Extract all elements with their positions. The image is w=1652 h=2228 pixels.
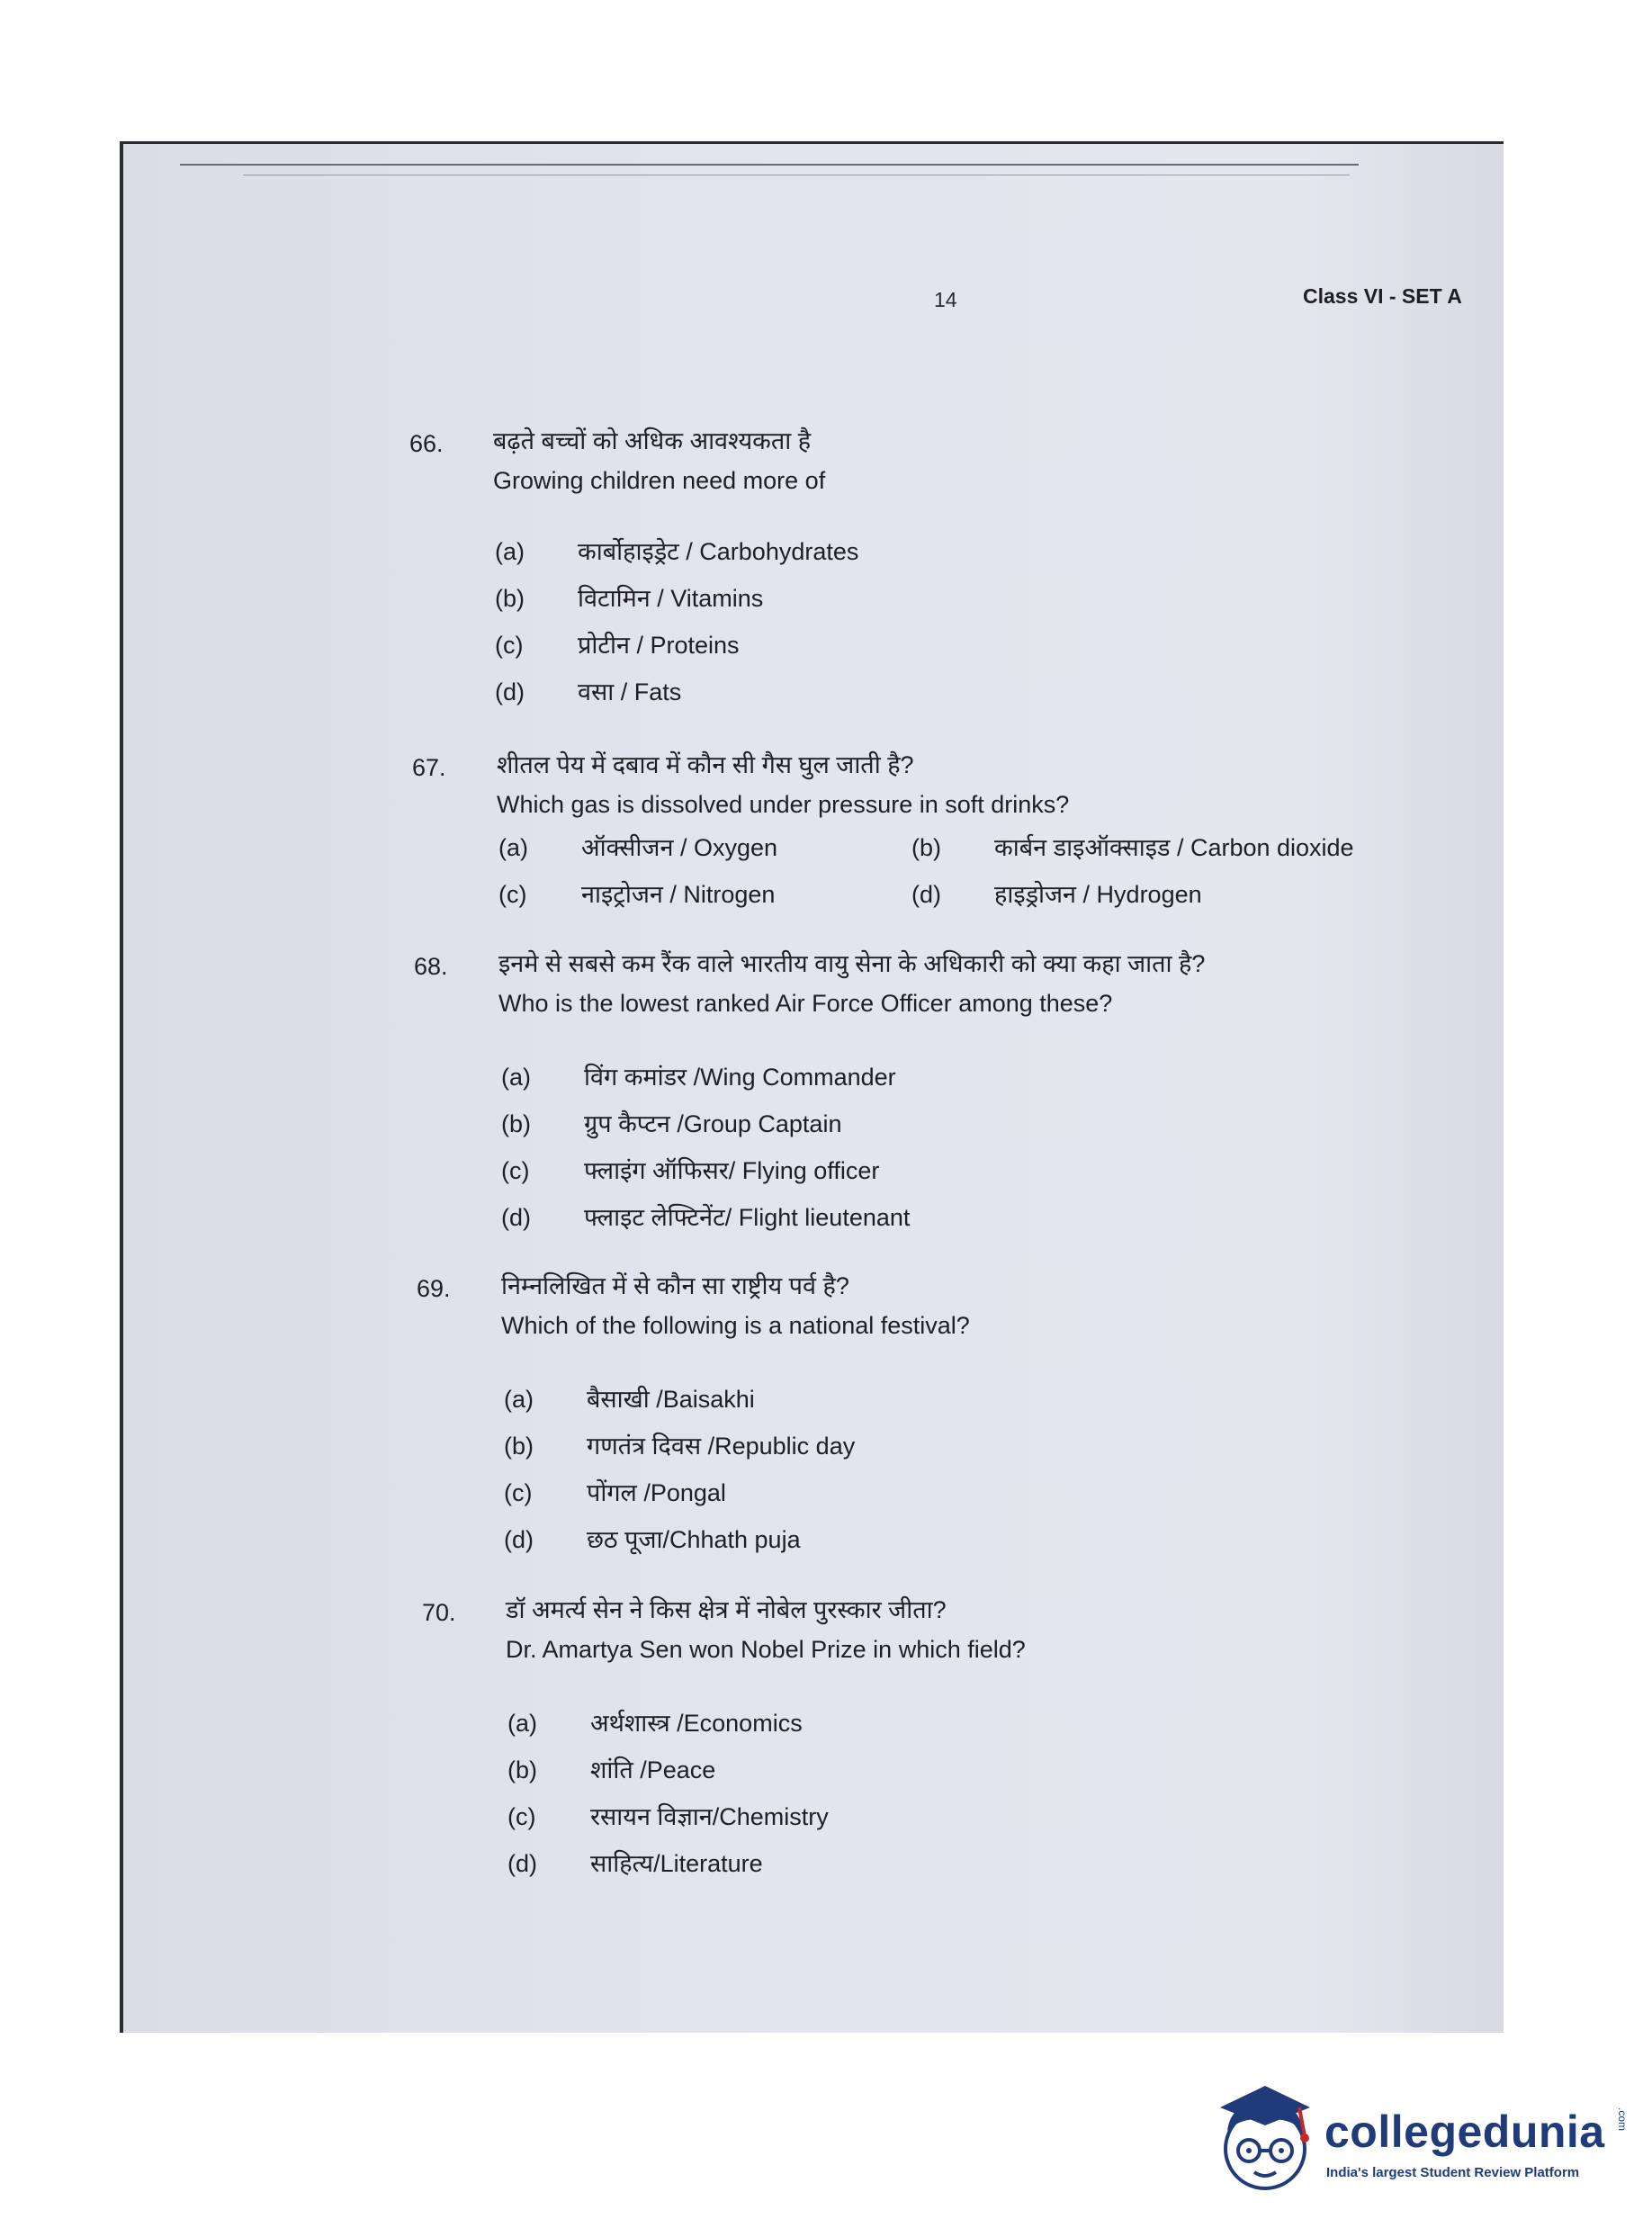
question-70-option-b (507, 1752, 715, 1785)
option-text: फ्लाइट लेफ्टिनेंट/ Flight lieutenant (584, 1204, 911, 1231)
question-69-option-b (504, 1428, 855, 1461)
option-text: पोंगल /Pongal (587, 1479, 726, 1506)
question-68-hindi: इनमे से सबसे कम रैंक वाले भारतीय वायु सेना के अधिकारी को क्या कहा जाता है? (498, 950, 1206, 977)
option-text: छठ पूजा/Chhath puja (587, 1526, 801, 1553)
option-text: गणतंत्र दिवस /Republic day (587, 1433, 856, 1460)
question-69-text (501, 1266, 970, 1345)
option-text: ग्रुप कैप्टन /Group Captain (584, 1110, 842, 1137)
question-69-option-c (504, 1475, 726, 1508)
question-67-text (497, 745, 1069, 824)
question-70-hindi: डॉ अमर्त्य सेन ने किस क्षेत्र में नोबेल पुरस्कार जीता? (506, 1596, 947, 1623)
question-69-hindi: निम्नलिखित में से कौन सा राष्ट्रीय पर्व है? (501, 1272, 849, 1299)
question-69-number: 69. (417, 1275, 451, 1302)
question-66-english: Growing children need more of (493, 467, 826, 494)
question-66-option-c (495, 627, 740, 660)
question-68-option-a (501, 1059, 896, 1092)
question-70-option-c (507, 1799, 829, 1832)
question-69-option-d (504, 1522, 801, 1555)
option-label: (b) (911, 834, 941, 861)
question-70-option-d (507, 1846, 763, 1879)
option-label: (a) (501, 1064, 531, 1091)
option-text: प्रोटीन / Proteins (578, 632, 740, 659)
option-label: (c) (498, 881, 527, 908)
question-68-option-c (501, 1153, 879, 1186)
question-66-hindi: बढ़ते बच्चों को अधिक आवश्यकता है (493, 427, 812, 454)
question-67-option-d (911, 876, 1202, 910)
question-67-option-a (498, 830, 777, 863)
option-label: (d) (911, 881, 941, 908)
logo-tagline: India's largest Student Review Platform (1326, 2165, 1580, 2180)
option-label: (a) (495, 538, 525, 565)
option-label: (c) (501, 1157, 530, 1184)
question-66-number: 66. (409, 430, 444, 457)
option-text: बैसाखी /Baisakhi (587, 1386, 755, 1413)
question-70-number: 70. (422, 1599, 456, 1626)
question-69-option-a (504, 1381, 755, 1415)
option-label: (c) (507, 1803, 536, 1830)
question-69-english: Which of the following is a national festival? (501, 1312, 970, 1339)
option-text: विंग कमांडर /Wing Commander (584, 1064, 896, 1091)
collegedunia-watermark (1213, 2080, 1627, 2206)
question-67-option-c (498, 876, 775, 910)
option-label: (b) (501, 1110, 531, 1137)
question-67-number: 67. (412, 754, 446, 781)
question-68-english: Who is the lowest ranked Air Force Officer among these? (498, 990, 1113, 1017)
question-67-option-b (911, 830, 1354, 863)
question-67-hindi: शीतल पेय में दबाव में कौन सी गैस घुल जाती है? (497, 751, 914, 778)
question-68-option-d (501, 1199, 910, 1233)
option-text: फ्लाइंग ऑफिसर/ Flying officer (584, 1157, 880, 1184)
option-label: (d) (501, 1204, 531, 1231)
option-text: हाइड्रोजन / Hydrogen (994, 881, 1202, 908)
question-70-english: Dr. Amartya Sen won Nobel Prize in which field? (506, 1636, 1026, 1663)
question-66-option-a (495, 534, 858, 567)
option-text: ऑक्सीजन / Oxygen (581, 834, 777, 861)
question-70-option-a (507, 1705, 803, 1738)
mascot-logo-icon (1213, 2080, 1319, 2197)
option-text: रसायन विज्ञान/Chemistry (590, 1803, 829, 1830)
question-67-english: Which gas is dissolved under pressure in soft drinks? (497, 791, 1070, 818)
logo-tld: .com (1616, 2107, 1629, 2132)
option-text: वसा / Fats (578, 678, 682, 705)
question-66-text (493, 421, 825, 500)
option-text: शांति /Peace (590, 1756, 716, 1783)
option-text: नाइट्रोजन / Nitrogen (581, 881, 776, 908)
option-text: विटामिन / Vitamins (578, 585, 764, 612)
question-68-option-b (501, 1106, 841, 1139)
question-68-text (498, 944, 1205, 1023)
question-66-option-b (495, 580, 763, 614)
option-label: (a) (507, 1710, 537, 1737)
question-68-number: 68. (414, 953, 448, 980)
option-label: (d) (504, 1526, 534, 1553)
option-label: (b) (504, 1433, 534, 1460)
option-label: (a) (498, 834, 528, 861)
question-70-text (506, 1590, 1026, 1669)
option-label: (b) (495, 585, 525, 612)
question-66-option-d (495, 674, 681, 707)
option-text: कार्बन डाइऑक्साइड / Carbon dioxide (994, 834, 1354, 861)
option-label: (c) (495, 632, 524, 659)
set-label: Class VI - SET A (1303, 284, 1462, 308)
option-text: साहित्य/Literature (590, 1850, 763, 1877)
option-label: (d) (507, 1850, 537, 1877)
option-label: (b) (507, 1756, 537, 1783)
page-number: 14 (934, 288, 957, 311)
option-label: (a) (504, 1386, 534, 1413)
option-text: कार्बोहाइड्रेट / Carbohydrates (578, 538, 859, 565)
logo-wordmark: collegedunia (1324, 2107, 1605, 2157)
option-label: (c) (504, 1479, 533, 1506)
option-text: अर्थशास्त्र /Economics (590, 1710, 803, 1737)
page-fold-line (180, 164, 1359, 166)
option-label: (d) (495, 678, 525, 705)
